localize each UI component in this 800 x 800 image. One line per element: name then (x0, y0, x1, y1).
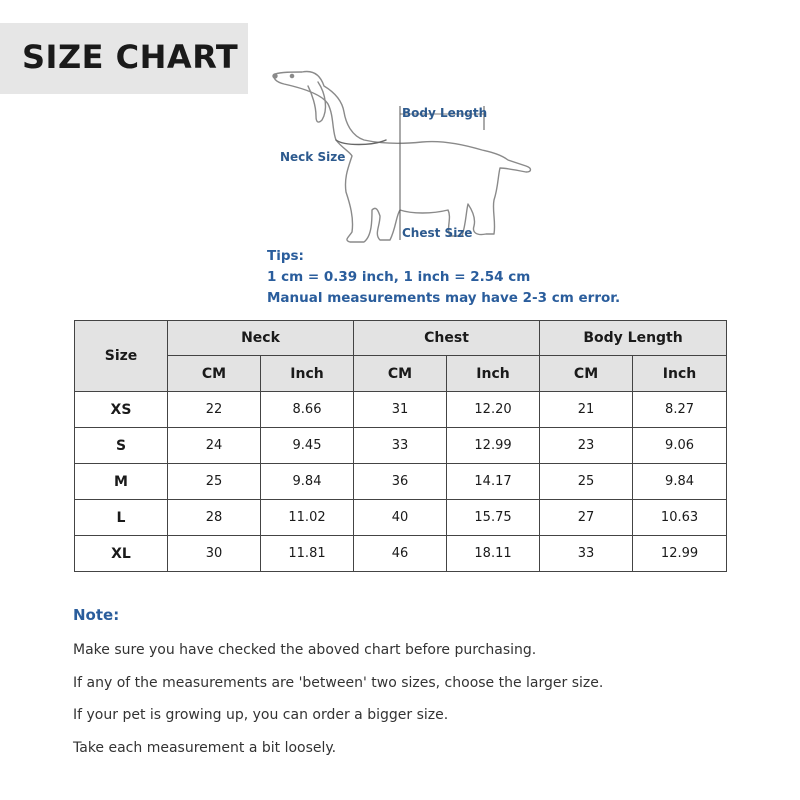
table-cell: 12.99 (447, 428, 540, 464)
note-line: Make sure you have checked the aboved chart before purchasing. (73, 642, 537, 658)
table-cell: 46 (354, 536, 447, 572)
dog-measurement-diagram (262, 60, 552, 250)
size-cell: XS (75, 392, 168, 428)
size-cell: S (75, 428, 168, 464)
neck-size-label: Neck Size (280, 150, 346, 164)
chest-size-label: Chest Size (402, 226, 473, 240)
table-row (75, 536, 727, 572)
unit-header: Inch (633, 356, 727, 392)
unit-header: CM (540, 356, 633, 392)
neck-group-header: Neck (168, 321, 354, 356)
size-column-header: Size (75, 321, 168, 392)
table-row (75, 500, 727, 536)
table-cell: 15.75 (447, 500, 540, 536)
chest-group-header: Chest (354, 321, 540, 356)
size-cell: M (75, 464, 168, 500)
unit-header: CM (168, 356, 261, 392)
page-title: SIZE CHART (22, 38, 239, 76)
table-cell: 25 (168, 464, 261, 500)
tips-conversion: 1 cm = 0.39 inch, 1 inch = 2.54 cm (267, 269, 531, 285)
table-cell: 33 (540, 536, 633, 572)
table-cell: 10.63 (633, 500, 727, 536)
table-cell: 22 (168, 392, 261, 428)
unit-header: Inch (261, 356, 354, 392)
table-cell: 9.84 (261, 464, 354, 500)
table-cell: 30 (168, 536, 261, 572)
table-cell: 25 (540, 464, 633, 500)
tips-block (267, 246, 620, 309)
note-line: Take each measurement a bit loosely. (73, 739, 337, 756)
table-cell: 11.02 (261, 500, 354, 536)
table-cell: 40 (354, 500, 447, 536)
table-row (75, 464, 727, 500)
note-line: If your pet is growing up, you can order a bigger size. (73, 707, 449, 723)
table-cell: 23 (540, 428, 633, 464)
size-table (74, 320, 727, 572)
table-cell: 33 (354, 428, 447, 464)
table-cell: 9.06 (633, 428, 727, 464)
tips-error-note: Manual measurements may have 2-3 cm error. (267, 290, 621, 306)
note-line: If any of the measurements are 'between' two sizes, choose the larger size. (73, 674, 604, 691)
table-cell: 8.27 (633, 392, 727, 428)
table-cell: 28 (168, 500, 261, 536)
table-unit-header-row (75, 356, 727, 392)
note-title: Note: (73, 606, 120, 624)
body-length-group-header: Body Length (540, 321, 727, 356)
table-cell: 12.20 (447, 392, 540, 428)
table-cell: 9.45 (261, 428, 354, 464)
table-group-header-row (75, 321, 727, 356)
table-cell: 27 (540, 500, 633, 536)
table-cell: 21 (540, 392, 633, 428)
table-cell: 36 (354, 464, 447, 500)
table-cell: 8.66 (261, 392, 354, 428)
table-cell: 18.11 (447, 536, 540, 572)
unit-header: CM (354, 356, 447, 392)
table-cell: 9.84 (633, 464, 727, 500)
notes-section (73, 606, 603, 764)
table-cell: 24 (168, 428, 261, 464)
size-cell: XL (75, 536, 168, 572)
size-cell: L (75, 500, 168, 536)
table-cell: 31 (354, 392, 447, 428)
table-row (75, 392, 727, 428)
body-length-label: Body Length (402, 106, 488, 120)
table-cell: 11.81 (261, 536, 354, 572)
table-row (75, 428, 727, 464)
tips-heading: Tips: (267, 248, 304, 264)
table-cell: 12.99 (633, 536, 727, 572)
unit-header: Inch (447, 356, 540, 392)
table-cell: 14.17 (447, 464, 540, 500)
